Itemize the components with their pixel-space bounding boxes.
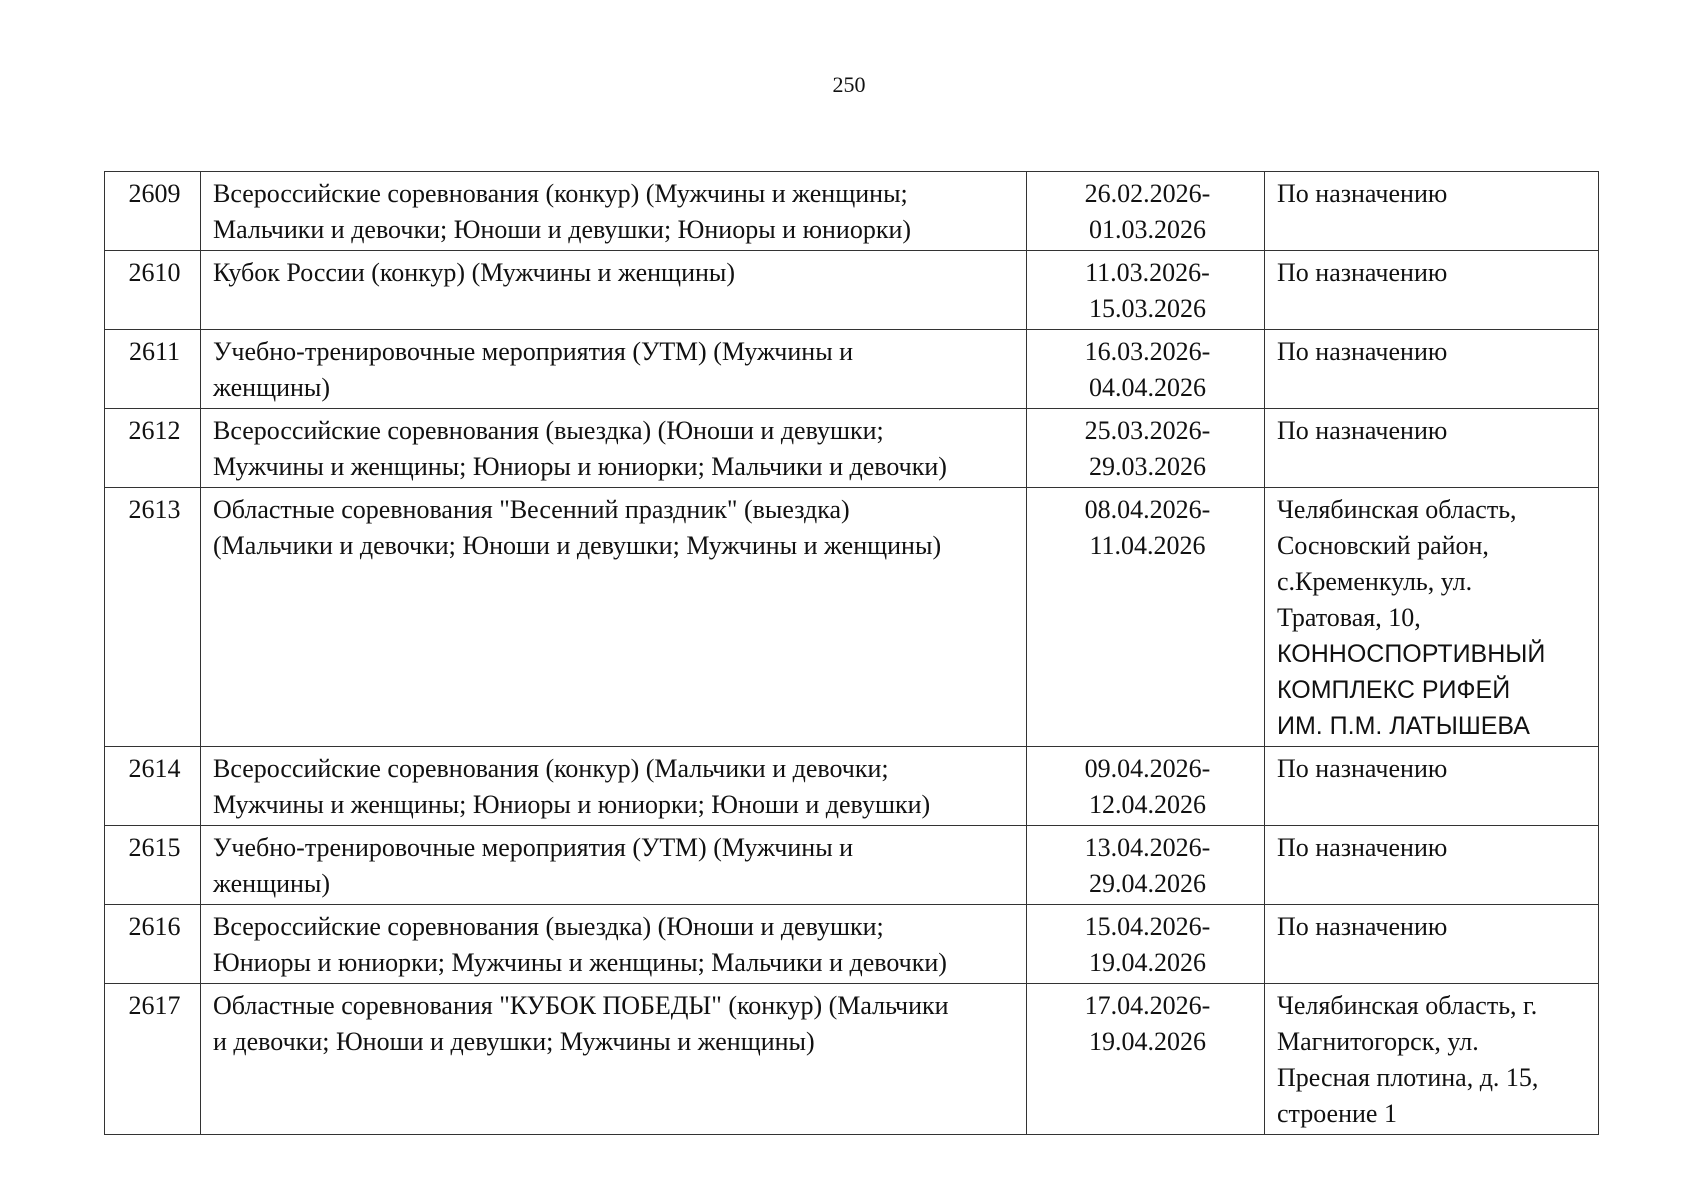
event-place-cell (1265, 984, 1599, 1135)
event-name-line: Мальчики и девочки; Юноши и девушки; Юниоры и юниорки) (213, 215, 912, 244)
event-dates-line: 15.03.2026 (1089, 294, 1206, 323)
event-name-line: Всероссийские соревнования (конкур) (Мальчики и девочки; (213, 754, 889, 783)
events-table-body (105, 172, 1599, 1135)
events-table (104, 171, 1599, 1135)
event-place-line: По назначению (1277, 833, 1448, 862)
event-dates-line: 26.02.2026- (1084, 179, 1211, 208)
event-dates-cell (1027, 488, 1265, 747)
event-place-cell (1265, 826, 1599, 905)
event-dates-line: 04.04.2026 (1089, 373, 1206, 402)
event-dates-cell (1027, 330, 1265, 409)
event-place-line: Тратовая, 10, (1277, 603, 1421, 632)
event-place-cell (1265, 409, 1599, 488)
event-name-line: Всероссийские соревнования (выездка) (Юноши и девушки; (213, 416, 884, 445)
event-dates-line: 15.04.2026- (1084, 912, 1211, 941)
event-name-line: Юниоры и юниорки; Мужчины и женщины; Мальчики и девочки) (213, 948, 947, 977)
event-name-cell (201, 905, 1027, 984)
event-dates-cell (1027, 409, 1265, 488)
event-number-cell: 2610 (105, 251, 201, 330)
event-place-cell (1265, 747, 1599, 826)
event-dates-cell (1027, 905, 1265, 984)
event-name-line: женщины) (213, 373, 331, 402)
event-place-line: По назначению (1277, 337, 1448, 366)
event-place-line: По назначению (1277, 258, 1448, 287)
event-name-line: женщины) (213, 869, 331, 898)
event-place-cell (1265, 488, 1599, 747)
event-name-line: Областные соревнования "Весенний праздник" (выездка) (213, 495, 850, 524)
event-place-line: Челябинская область, г. (1277, 991, 1538, 1020)
event-place-line: Сосновский район, (1277, 531, 1489, 560)
event-place-line: По назначению (1277, 754, 1448, 783)
event-dates-cell (1027, 747, 1265, 826)
event-number-cell: 2609 (105, 172, 201, 251)
event-dates-line: 01.03.2026 (1089, 215, 1206, 244)
event-name-line: Мужчины и женщины; Юниоры и юниорки; Мальчики и девочки) (213, 452, 947, 481)
event-dates-line: 08.04.2026- (1084, 495, 1211, 524)
event-dates-line: 29.04.2026 (1089, 869, 1206, 898)
table-row (105, 409, 1599, 488)
table-row (105, 826, 1599, 905)
event-dates-line: 12.04.2026 (1089, 790, 1206, 819)
event-dates-line: 25.03.2026- (1084, 416, 1211, 445)
event-place-cell (1265, 251, 1599, 330)
event-dates-line: 09.04.2026- (1084, 754, 1211, 783)
event-number-cell: 2611 (105, 330, 201, 409)
event-dates-cell (1027, 251, 1265, 330)
event-number-cell: 2613 (105, 488, 201, 747)
event-place-line: По назначению (1277, 179, 1448, 208)
event-dates-line: 19.04.2026 (1089, 1027, 1206, 1056)
event-dates-line: 16.03.2026- (1084, 337, 1211, 366)
event-number-cell: 2614 (105, 747, 201, 826)
event-place-cell (1265, 172, 1599, 251)
event-place-line: По назначению (1277, 912, 1448, 941)
event-name-line: Кубок России (конкур) (Мужчины и женщины) (213, 258, 736, 287)
event-number-cell: 2616 (105, 905, 201, 984)
event-dates-line: 11.03.2026- (1085, 258, 1210, 287)
table-row (105, 330, 1599, 409)
event-dates-cell (1027, 172, 1265, 251)
event-name-cell (201, 826, 1027, 905)
event-place-cell (1265, 330, 1599, 409)
table-row (105, 905, 1599, 984)
event-name-line: Областные соревнования "КУБОК ПОБЕДЫ" (конкур) (Мальчики (213, 991, 949, 1020)
event-place-cell (1265, 905, 1599, 984)
event-dates-cell (1027, 984, 1265, 1135)
event-place-line: По назначению (1277, 416, 1448, 445)
table-row (105, 747, 1599, 826)
event-name-line: Всероссийские соревнования (выездка) (Юноши и девушки; (213, 912, 884, 941)
table-row (105, 488, 1599, 747)
event-dates-cell (1027, 826, 1265, 905)
event-name-cell (201, 984, 1027, 1135)
event-dates-line: 11.04.2026 (1089, 531, 1206, 560)
event-dates-line: 13.04.2026- (1084, 833, 1211, 862)
table-row (105, 984, 1599, 1135)
event-name-line: и девочки; Юноши и девушки; Мужчины и женщины) (213, 1027, 815, 1056)
event-name-line: (Мальчики и девочки; Юноши и девушки; Мужчины и женщины) (213, 531, 942, 560)
event-dates-line: 19.04.2026 (1089, 948, 1206, 977)
event-name-cell (201, 172, 1027, 251)
event-place-line: Челябинская область, (1277, 495, 1517, 524)
event-dates-line: 29.03.2026 (1089, 452, 1206, 481)
event-name-cell (201, 330, 1027, 409)
event-number-cell: 2617 (105, 984, 201, 1135)
event-number-cell: 2615 (105, 826, 201, 905)
event-name-cell (201, 409, 1027, 488)
event-name-line: Мужчины и женщины; Юниоры и юниорки; Юноши и девушки) (213, 790, 931, 819)
event-place-line: КОМПЛЕКС РИФЕЙ (1277, 676, 1511, 704)
event-name-line: Всероссийские соревнования (конкур) (Мужчины и женщины; (213, 179, 908, 208)
event-name-cell (201, 488, 1027, 747)
event-name-cell (201, 251, 1027, 330)
table-row (105, 172, 1599, 251)
table-row (105, 251, 1599, 330)
event-dates-line: 17.04.2026- (1084, 991, 1211, 1020)
event-name-line: Учебно-тренировочные мероприятия (УТМ) (Мужчины и (213, 833, 854, 862)
page-number: 250 (832, 72, 866, 97)
event-place-line: Магнитогорск, ул. (1277, 1027, 1479, 1056)
event-place-line: строение 1 (1277, 1099, 1397, 1128)
event-name-cell (201, 747, 1027, 826)
event-number-cell: 2612 (105, 409, 201, 488)
event-place-line: Пресная плотина, д. 15, (1277, 1063, 1539, 1092)
event-name-line: Учебно-тренировочные мероприятия (УТМ) (Мужчины и (213, 337, 854, 366)
event-place-line: ИМ. П.М. ЛАТЫШЕВА (1277, 712, 1530, 740)
event-place-line: с.Кременкуль, ул. (1277, 567, 1473, 596)
event-place-line: КОННОСПОРТИВНЫЙ (1277, 640, 1546, 668)
